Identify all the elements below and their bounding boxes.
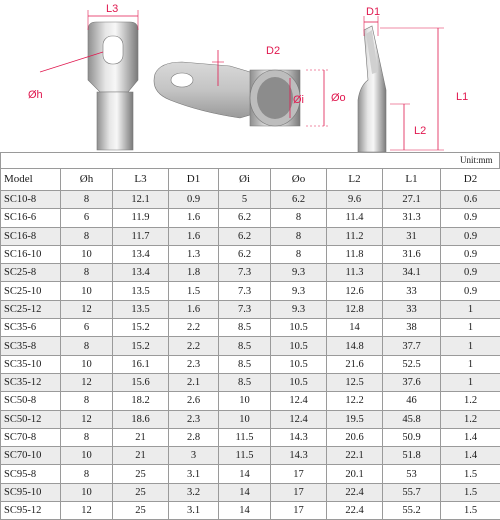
table-cell: 37.7 [383, 337, 441, 355]
table-cell: 14 [219, 483, 271, 501]
table-row [1, 337, 500, 355]
table-body [1, 191, 500, 520]
table-cell: 22.1 [327, 447, 383, 465]
table-cell: 6.2 [219, 227, 271, 245]
table-cell: 11.8 [327, 245, 383, 263]
table-cell: 14.3 [271, 447, 327, 465]
table-cell: 3.1 [169, 502, 219, 520]
model-cell: SC70-8 [1, 428, 61, 446]
model-cell: SC25-10 [1, 282, 61, 300]
model-cell: SC16-6 [1, 209, 61, 227]
terminal-perspective-view [154, 62, 300, 126]
oh-label: Øh [28, 89, 43, 101]
table-row [1, 191, 500, 209]
l3-label: L3 [106, 3, 118, 15]
table-top-strip [0, 152, 500, 168]
table-row [1, 410, 500, 428]
table-cell: 17 [271, 502, 327, 520]
column-header: L2 [327, 169, 383, 191]
table-cell: 12 [61, 502, 113, 520]
table-cell: 8.5 [219, 337, 271, 355]
table-cell: 12.6 [327, 282, 383, 300]
table-cell: 8.5 [219, 355, 271, 373]
table-cell: 3.2 [169, 483, 219, 501]
table-cell: 52.5 [383, 355, 441, 373]
table-cell: 25 [113, 502, 169, 520]
column-header: L1 [383, 169, 441, 191]
table-cell: 25 [113, 483, 169, 501]
table-row [1, 227, 500, 245]
table-cell: 50.9 [383, 428, 441, 446]
table-cell: 2.3 [169, 355, 219, 373]
table-cell: 9.3 [271, 282, 327, 300]
table-cell: 27.1 [383, 191, 441, 209]
unit-label: Unit:mm [460, 155, 500, 165]
table-cell: 15.2 [113, 319, 169, 337]
terminal-drawing [0, 0, 500, 152]
table-cell: 20.1 [327, 465, 383, 483]
table-cell: 22.4 [327, 502, 383, 520]
table-cell: 1.8 [169, 264, 219, 282]
model-cell: SC70-10 [1, 447, 61, 465]
table-cell: 1.5 [441, 483, 500, 501]
table-cell: 12.8 [327, 300, 383, 318]
table-cell: 0.9 [441, 227, 500, 245]
table-row [1, 483, 500, 501]
table-cell: 12 [61, 373, 113, 391]
table-cell: 33 [383, 300, 441, 318]
table-cell: 33 [383, 282, 441, 300]
model-cell: SC10-8 [1, 191, 61, 209]
table-cell: 13.5 [113, 300, 169, 318]
table-cell: 6.2 [219, 209, 271, 227]
table-cell: 11.5 [219, 428, 271, 446]
terminal-figure [0, 0, 500, 152]
table-cell: 1.6 [169, 227, 219, 245]
table-header-row [1, 169, 500, 191]
table-cell: 22.4 [327, 483, 383, 501]
table-cell: 1.5 [441, 502, 500, 520]
table-cell: 10 [61, 355, 113, 373]
table-cell: 38 [383, 319, 441, 337]
table-cell: 1.5 [441, 465, 500, 483]
table-cell: 1.3 [169, 245, 219, 263]
table-cell: 1 [441, 337, 500, 355]
table-cell: 14.8 [327, 337, 383, 355]
model-cell: SC95-12 [1, 502, 61, 520]
table-cell: 12 [61, 410, 113, 428]
table-row [1, 264, 500, 282]
table-cell: 3 [169, 447, 219, 465]
table-cell: 53 [383, 465, 441, 483]
table-cell: 2.2 [169, 337, 219, 355]
model-cell: SC16-10 [1, 245, 61, 263]
table-cell: 0.9 [169, 191, 219, 209]
table-cell: 17 [271, 483, 327, 501]
table-cell: 7.3 [219, 300, 271, 318]
table-row [1, 209, 500, 227]
table-cell: 11.3 [327, 264, 383, 282]
model-cell: SC50-8 [1, 392, 61, 410]
table-cell: 5 [219, 191, 271, 209]
table-cell: 1.5 [169, 282, 219, 300]
column-header: Øi [219, 169, 271, 191]
table-row [1, 282, 500, 300]
table-cell: 8.5 [219, 373, 271, 391]
table-cell: 7.3 [219, 282, 271, 300]
table-cell: 10 [219, 410, 271, 428]
table-cell: 13.4 [113, 264, 169, 282]
table-cell: 2.8 [169, 428, 219, 446]
table-cell: 55.7 [383, 483, 441, 501]
table-cell: 2.2 [169, 319, 219, 337]
table-cell: 14 [219, 465, 271, 483]
table-cell: 8 [61, 465, 113, 483]
table-row [1, 428, 500, 446]
l1-label: L1 [456, 91, 468, 103]
table-cell: 6 [61, 209, 113, 227]
table-cell: 8 [271, 245, 327, 263]
table-cell: 10 [61, 447, 113, 465]
table-cell: 45.8 [383, 410, 441, 428]
table-cell: 8 [61, 337, 113, 355]
table-cell: 11.7 [113, 227, 169, 245]
column-header: Øh [61, 169, 113, 191]
table-cell: 21 [113, 447, 169, 465]
table-cell: 0.9 [441, 245, 500, 263]
table-cell: 8 [61, 227, 113, 245]
table-row [1, 319, 500, 337]
table-cell: 10 [219, 392, 271, 410]
table-cell: 12.5 [327, 373, 383, 391]
table-cell: 8 [61, 392, 113, 410]
column-header: D1 [169, 169, 219, 191]
model-cell: SC35-10 [1, 355, 61, 373]
table-cell: 9.3 [271, 300, 327, 318]
table-row [1, 465, 500, 483]
oo-label: Øo [331, 92, 346, 104]
table-cell: 10.5 [271, 355, 327, 373]
table-cell: 31.6 [383, 245, 441, 263]
table-cell: 11.4 [327, 209, 383, 227]
table-cell: 19.5 [327, 410, 383, 428]
table-cell: 8.5 [219, 319, 271, 337]
table-cell: 10 [61, 282, 113, 300]
column-header: Model [1, 169, 61, 191]
table-cell: 55.2 [383, 502, 441, 520]
table-cell: 11.2 [327, 227, 383, 245]
table-cell: 2.1 [169, 373, 219, 391]
terminal-front-view [88, 22, 138, 150]
column-header: D2 [441, 169, 500, 191]
spec-table [0, 168, 500, 520]
column-header: Øo [271, 169, 327, 191]
table-cell: 11.9 [113, 209, 169, 227]
d2-label: D2 [266, 45, 280, 57]
table-cell: 12.4 [271, 410, 327, 428]
table-cell: 6.2 [271, 191, 327, 209]
table-cell: 21 [113, 428, 169, 446]
table-cell: 1.4 [441, 428, 500, 446]
table-cell: 0.9 [441, 282, 500, 300]
table-cell: 14.3 [271, 428, 327, 446]
table-cell: 12.1 [113, 191, 169, 209]
d1-label: D1 [366, 6, 380, 18]
table-cell: 31.3 [383, 209, 441, 227]
model-cell: SC25-8 [1, 264, 61, 282]
table-cell: 13.5 [113, 282, 169, 300]
table-cell: 1 [441, 373, 500, 391]
model-cell: SC16-8 [1, 227, 61, 245]
table-row [1, 392, 500, 410]
table-cell: 9.6 [327, 191, 383, 209]
table-cell: 8 [61, 264, 113, 282]
table-cell: 8 [271, 227, 327, 245]
table-cell: 3.1 [169, 465, 219, 483]
model-cell: SC25-12 [1, 300, 61, 318]
table-cell: 2.6 [169, 392, 219, 410]
table-cell: 1 [441, 355, 500, 373]
table-cell: 16.1 [113, 355, 169, 373]
table-cell: 6 [61, 319, 113, 337]
table-cell: 1.6 [169, 300, 219, 318]
table-cell: 12.2 [327, 392, 383, 410]
terminal-side-view [358, 26, 386, 152]
table-row [1, 447, 500, 465]
table-cell: 1.6 [169, 209, 219, 227]
table-cell: 18.2 [113, 392, 169, 410]
table-cell: 15.2 [113, 337, 169, 355]
table-cell: 2.3 [169, 410, 219, 428]
table-cell: 8 [61, 191, 113, 209]
model-cell: SC95-8 [1, 465, 61, 483]
table-cell: 10.5 [271, 373, 327, 391]
table-row [1, 245, 500, 263]
table-cell: 37.6 [383, 373, 441, 391]
table-cell: 7.3 [219, 264, 271, 282]
table-cell: 12.4 [271, 392, 327, 410]
table-cell: 1 [441, 319, 500, 337]
model-cell: SC35-12 [1, 373, 61, 391]
table-cell: 21.6 [327, 355, 383, 373]
table-cell: 12 [61, 300, 113, 318]
table-cell: 14 [327, 319, 383, 337]
table-row [1, 373, 500, 391]
table-cell: 18.6 [113, 410, 169, 428]
l2-label: L2 [414, 125, 426, 137]
model-cell: SC35-8 [1, 337, 61, 355]
table-cell: 0.6 [441, 191, 500, 209]
table-cell: 10 [61, 483, 113, 501]
table-cell: 25 [113, 465, 169, 483]
oi-label: Øi [293, 94, 304, 106]
table-cell: 8 [271, 209, 327, 227]
table-cell: 10.5 [271, 337, 327, 355]
table-cell: 10 [61, 245, 113, 263]
table-cell: 1.4 [441, 447, 500, 465]
table-cell: 6.2 [219, 245, 271, 263]
table-cell: 8 [61, 428, 113, 446]
table-row [1, 355, 500, 373]
table-cell: 31 [383, 227, 441, 245]
model-cell: SC35-6 [1, 319, 61, 337]
table-cell: 10.5 [271, 319, 327, 337]
column-header: L3 [113, 169, 169, 191]
table-row [1, 502, 500, 520]
model-cell: SC95-10 [1, 483, 61, 501]
table-cell: 1.2 [441, 392, 500, 410]
table-cell: 14 [219, 502, 271, 520]
table-cell: 13.4 [113, 245, 169, 263]
table-cell: 1 [441, 300, 500, 318]
table-cell: 0.9 [441, 264, 500, 282]
table-cell: 15.6 [113, 373, 169, 391]
table-cell: 0.9 [441, 209, 500, 227]
table-cell: 11.5 [219, 447, 271, 465]
table-cell: 20.6 [327, 428, 383, 446]
table-cell: 46 [383, 392, 441, 410]
table-cell: 1.2 [441, 410, 500, 428]
model-cell: SC50-12 [1, 410, 61, 428]
table-cell: 34.1 [383, 264, 441, 282]
table-cell: 51.8 [383, 447, 441, 465]
table-cell: 9.3 [271, 264, 327, 282]
table-row [1, 300, 500, 318]
table-cell: 17 [271, 465, 327, 483]
